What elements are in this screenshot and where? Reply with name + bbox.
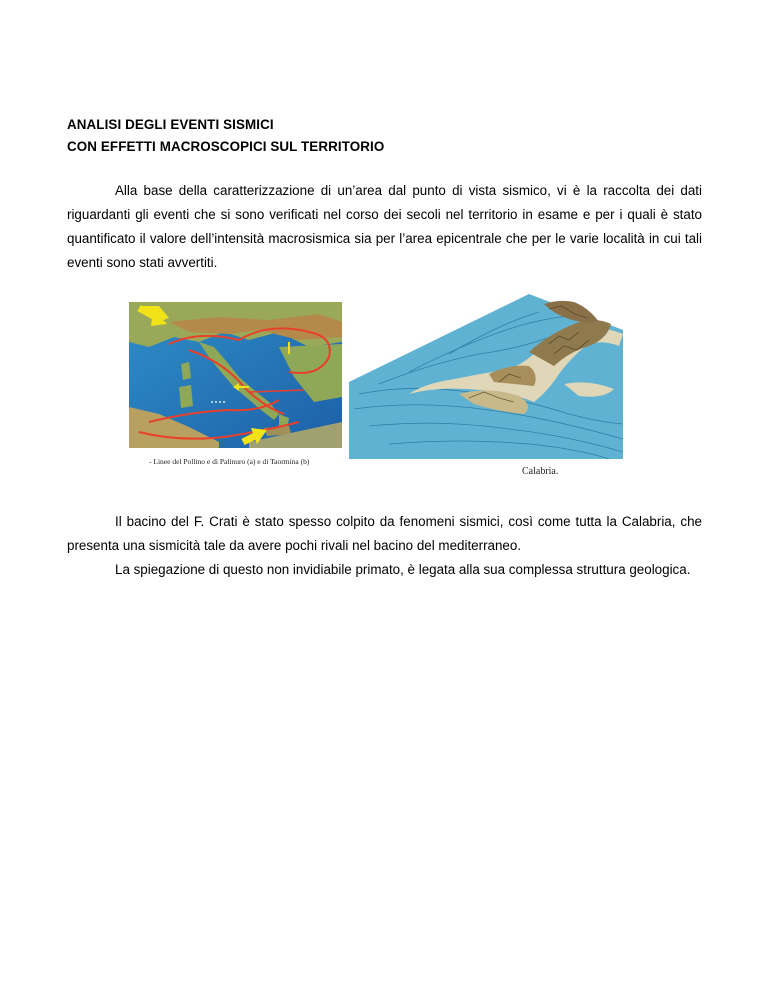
paragraph-crati: Il bacino del F. Crati è stato spesso colpito da fenomeni sismici, così come tutta la Calabria, che presenta una sismicità tale da avere pochi rivali nel bacino del mediterraneo. (67, 514, 702, 553)
paragraph-intro: Alla base della caratterizzazione di un’area dal punto di vista sismico, vi è la raccolta dei dati riguardanti gli eventi che si sono verificati nel corso dei secoli nel territorio in esame e per i quali è stato quantificato il valore dell’intensità macrosismica sia per l’area epicentrale che per le varie località in cui tali eventi sono stati avvertiti. (67, 183, 702, 270)
heading-line-1: ANALISI DEGLI EVENTI SISMICI (67, 117, 274, 132)
heading-line-2: CON EFFETTI MACROSCOPICI SUL TERRITORIO (67, 139, 385, 154)
paragraph-geology: La spiegazione di questo non invidiabile primato, è legata alla sua complessa struttura geologica. (115, 562, 691, 577)
figure-caption-left: - Linee del Pollino e di Palinuro (a) e di Taormina (b) (149, 457, 310, 466)
calabria-relief-image (349, 294, 623, 459)
figure-maps (129, 294, 623, 482)
tectonic-map-image (129, 302, 342, 448)
figure-caption-right: Calabria. (522, 466, 559, 477)
